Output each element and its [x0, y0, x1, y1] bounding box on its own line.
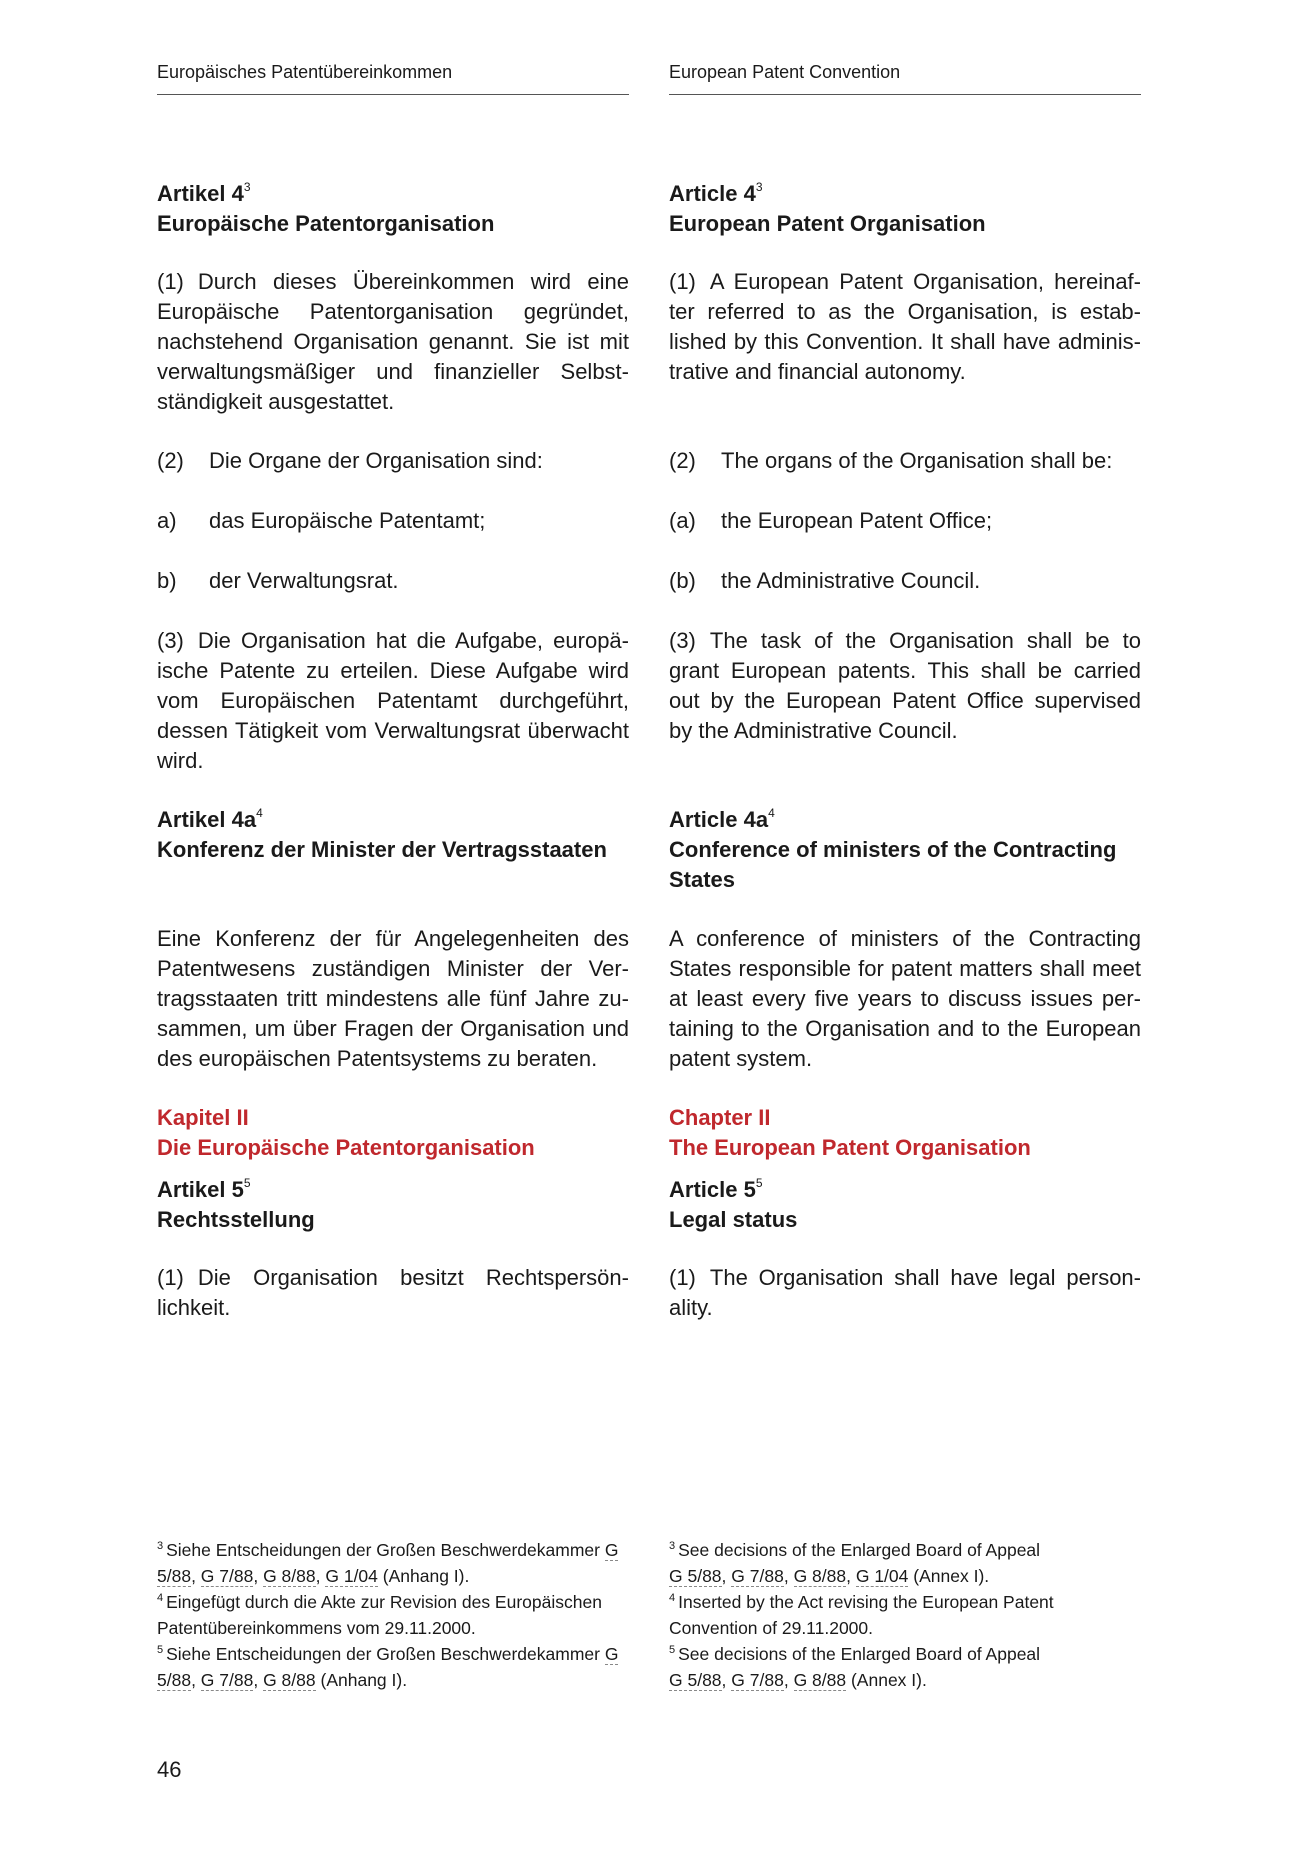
footnote-number: 3 [669, 1540, 676, 1552]
footnote-text: Eingefügt durch die Akte zur Revision des Europäischen Patentübereinkommens vom 29.11.2000. [157, 1592, 602, 1638]
article-title: Artikel 4 [157, 181, 244, 206]
footnote-text: See decisions of the Enlarged Board of Appeal [678, 1644, 1041, 1664]
footnote-text: Inserted by the Act revising the European Patent Convention of 29.11.2000. [669, 1592, 1054, 1638]
para-text: Die Organisation besitzt Rechtspersönlichkeit. [157, 1265, 629, 1320]
para-number: (1) [157, 269, 184, 294]
para-number: (3) [669, 628, 696, 653]
para-text: A conference of ministers of the Contracting States responsible for patent matters shall meet at least every five years to discuss issues pertaining to the Organisation and to the European patent system. [669, 926, 1141, 1071]
article-4-item-b-en [669, 566, 1141, 596]
para-text: The task of the Organisation shall be to grant European patents. This shall be carried out by the European Patent Office supervised by the Administrative Council. [669, 628, 1141, 743]
footnote-marker: 5 [755, 1176, 763, 1190]
article-4-item-b-de [157, 566, 629, 596]
chapter-label: Chapter II [669, 1105, 771, 1130]
decision-link[interactable]: G 7/88 [731, 1566, 784, 1586]
item-label: (b) [669, 568, 696, 593]
para-text: The organs of the Organisation shall be: [721, 448, 1113, 473]
footnote-text: Siehe Entscheidungen der Großen Beschwerdekammer [166, 1644, 600, 1664]
chapter-title: The European Patent Organisation [669, 1135, 1031, 1160]
para-number: (3) [157, 628, 184, 653]
article-subtitle: Europäische Patentorganisation [157, 211, 495, 236]
article-4-para-3-de [157, 626, 629, 776]
footnote-number: 4 [669, 1592, 676, 1604]
footnote-number: 5 [669, 1644, 676, 1656]
footnote-number: 5 [157, 1644, 164, 1656]
decision-link[interactable]: G 5/88 [669, 1566, 722, 1586]
decision-link[interactable]: G 8/88 [793, 1566, 847, 1586]
decision-link[interactable]: G 1/04 [325, 1566, 378, 1586]
footnote-4 [157, 1589, 629, 1641]
para-text: Die Organisation hat die Aufgabe, europäische Patente zu erteilen. Diese Aufgabe wird vom Europäischen Patentamt durchgeführt, dessen Tätigkeit vom Verwaltungsrat überwacht wird. [157, 628, 629, 773]
article-title: Article 5 [669, 1177, 756, 1202]
decision-link[interactable]: G 5/88 [669, 1670, 722, 1690]
decision-link[interactable]: G 5/88 [157, 1644, 619, 1690]
para-text: Die Organe der Organisation sind: [209, 448, 543, 473]
article-4-heading-de [157, 179, 629, 239]
footnotes-de [157, 1537, 629, 1693]
footnote-text: Siehe Entscheidungen der Großen Beschwerdekammer [166, 1540, 600, 1560]
article-5-para-1-en [669, 1263, 1141, 1323]
page-number: 46 [157, 1757, 182, 1782]
article-4-para-3-en [669, 626, 1141, 746]
footnote-4 [669, 1589, 1141, 1641]
footnote-tail: (Anhang I). [382, 1566, 470, 1586]
decision-link[interactable]: G 8/88 [263, 1670, 316, 1690]
article-5-para-1-de [157, 1263, 629, 1323]
item-label: (a) [669, 508, 696, 533]
article-4a-para-en [669, 924, 1141, 1074]
para-number: (2) [157, 448, 184, 473]
article-4-item-a-en [669, 506, 1141, 536]
article-title: Artikel 4a [157, 807, 257, 832]
item-label: b) [157, 568, 177, 593]
article-4-para-1-de [157, 267, 629, 417]
running-head-de: Europäisches Patentübereinkommen [157, 58, 629, 95]
article-subtitle: Konferenz der Minister der Vertragsstaaten [157, 837, 607, 862]
item-text: das Europäische Patentamt; [209, 508, 486, 533]
article-4-para-2-de [157, 446, 629, 476]
article-4-heading-en [669, 179, 1141, 239]
article-5-heading-en [669, 1175, 1141, 1235]
footnote-tail: (Anhang I). [320, 1670, 408, 1690]
decision-link[interactable]: G 1/04 [855, 1566, 909, 1586]
running-head-en: European Patent Convention [669, 58, 1141, 95]
decision-link[interactable]: G 5/88 [157, 1540, 619, 1586]
footnote-marker: 3 [243, 180, 251, 194]
footnote-3: $^3$ See decisions of the Enlarged Board of Appeal G 5/88, G 7/88, G 8/88, G 1/04 (Annex I). [669, 1540, 1041, 1586]
footnote-5: $^5$ See decisions of the Enlarged Board of Appeal G 5/88, G 7/88, G 8/88 (Annex I). [669, 1644, 1041, 1690]
footnote-marker: 4 [768, 806, 775, 820]
article-title: Artikel 5 [157, 1177, 244, 1202]
chapter-label: Kapitel II [157, 1105, 249, 1130]
article-title: Article 4a [669, 807, 769, 832]
para-number: (1) [157, 1265, 184, 1290]
article-subtitle: Rechtsstellung [157, 1207, 315, 1232]
article-5-heading-de [157, 1175, 629, 1235]
para-text: A European Patent Organisation, hereinafter referred to as the Organisation, is established by this Convention. It shall have administrative and financial autonomy. [669, 269, 1141, 384]
footnote-marker: 3 [755, 180, 763, 194]
article-4-para-2-en [669, 446, 1141, 476]
decision-link[interactable]: G 7/88 [200, 1670, 254, 1690]
footnote-3: $^3$ Siehe Entscheidungen der Großen Beschwerdekammer G 5/88, G 7/88, G 8/88, G 1/04 (Anhang I). [157, 1540, 619, 1586]
para-number: (1) [669, 1265, 696, 1290]
footnote-tail: (Annex I). [850, 1670, 927, 1690]
footnote-5: $^5$ Siehe Entscheidungen der Großen Beschwerdekammer G 5/88, G 7/88, G 8/88 (Anhang I). [157, 1644, 619, 1690]
item-text: der Verwaltungsrat. [209, 568, 399, 593]
chapter-heading-de [157, 1103, 629, 1163]
para-text: Durch dieses Übereinkommen wird eine Europäische Patentorganisation gegründet, nachstehend Organisation genannt. Sie ist mit verwaltungsmäßiger und finanzieller Selbstständigkeit ausgestattet. [157, 269, 629, 414]
para-text: Eine Konferenz der für Angelegenheiten des Patentwesens zuständigen Minister der Vertragsstaaten tritt mindestens alle fünf Jahre zusammen, um über Fragen der Organisation und des europäischen Patentsystems zu beraten. [157, 926, 629, 1071]
footnote-tail: (Annex I). [913, 1566, 990, 1586]
footnote-number: 3 [157, 1540, 164, 1552]
article-subtitle: European Patent Organisation [669, 211, 986, 236]
article-subtitle: Legal status [669, 1207, 798, 1232]
decision-link[interactable]: G 8/88 [263, 1566, 316, 1586]
footnote-marker: 4 [256, 806, 263, 820]
article-4-item-a-de [157, 506, 629, 536]
para-text: The Organisation shall have legal personality. [669, 1265, 1141, 1320]
footnote-text: See decisions of the Enlarged Board of Appeal [678, 1540, 1041, 1560]
item-label: a) [157, 508, 177, 533]
article-title: Article 4 [669, 181, 756, 206]
article-4a-heading-de [157, 805, 629, 865]
chapter-heading-en [669, 1103, 1141, 1163]
article-subtitle: Conference of ministers of the Contracting States [669, 837, 1117, 892]
decision-link[interactable]: G 7/88 [200, 1566, 254, 1586]
article-4a-heading-en [669, 805, 1141, 895]
article-4-para-1-en [669, 267, 1141, 387]
footnotes-en [669, 1537, 1141, 1693]
decision-link[interactable]: G 8/88 [793, 1670, 847, 1690]
item-text: the European Patent Office; [721, 508, 993, 533]
footnote-marker: 5 [243, 1176, 251, 1190]
para-number: (2) [669, 448, 696, 473]
decision-link[interactable]: G 7/88 [731, 1670, 784, 1690]
article-4a-para-de [157, 924, 629, 1074]
para-number: (1) [669, 269, 696, 294]
chapter-title: Die Europäische Patentorganisation [157, 1135, 535, 1160]
item-text: the Administrative Council. [721, 568, 981, 593]
footnote-number: 4 [157, 1592, 164, 1604]
